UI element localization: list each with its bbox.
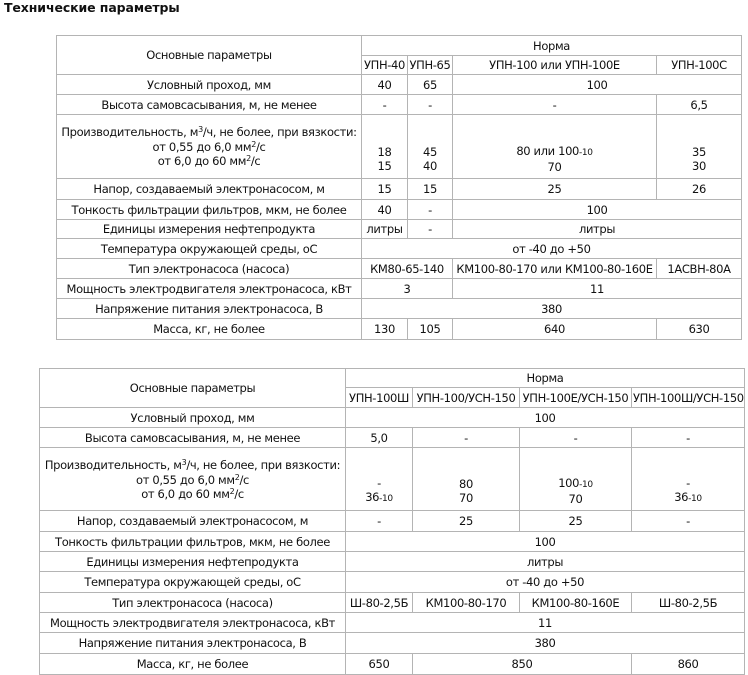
table-cell: 26 [657,179,742,200]
table-cell: от -40 до +50 [362,239,742,259]
row-label: Мощность электродвигателя электронасоса, кВт [57,279,362,299]
table-cell: 860 [632,654,745,675]
table-row [57,319,742,340]
row-label: Масса, кг, не более [57,319,362,340]
table-cell: 100 [346,532,745,552]
row-label: Напор, создаваемый электронасосом, м [40,511,346,532]
productivity-label-line: Производительность, $м^3/ч$, не более, при вязкости: [44,457,341,472]
column-header: УПН-100Ш [346,388,413,408]
table-row [57,299,742,319]
table-row [57,239,742,259]
table-cell: - [408,95,453,115]
table-cell: - [408,200,453,220]
header-norm-cell: Норма [362,36,742,56]
table-cell: 100 [453,75,742,95]
table-cell: 3 [362,279,453,299]
row-label: Температура окружающей среды, оС [40,572,346,593]
viscosity-line-2: от 6,0 до 60 $мм^2/с$ [157,154,261,168]
table-cell: - 36-10 [346,448,413,511]
table-cell: литры [346,552,745,572]
page-title: Технические параметры [4,0,180,15]
row-label: Напор, создаваемый электронасосом, м [57,179,362,200]
table-cell: 105 [408,319,453,340]
table-cell: - [408,220,453,239]
productivity-label-line: Производительность, $м^3/ч$, не более, при вязкости: [61,125,357,139]
table-cell: литры [453,220,742,239]
table-row [40,428,745,448]
row-label: Тип электронасоса (насоса) [57,259,362,279]
table-row [40,552,745,572]
table-cell: 100 [453,200,742,220]
column-header: УПН-40 [362,56,408,75]
viscosity-line-1: от 0,55 до 6,0 $мм^2/с$ [152,140,266,154]
table-row [40,613,745,633]
table-row [57,36,742,56]
column-header: УПН-100 или УПН-100Е [453,56,657,75]
table-row [40,572,745,593]
column-header: УПН-100/УСН-150 [413,388,520,408]
table-cell: Ш-80-2,5Б [632,593,745,613]
row-label: Тонкость фильтрации фильтров, мкм, не более [40,532,346,552]
row-label: Единицы измерения нефтепродукта [57,220,362,239]
viscosity-line-1: от 0,55 до 6,0 $мм^2/с$ [136,472,249,487]
table-row [40,408,745,428]
row-label: Высота самовсасывания, м, не менее [40,428,346,448]
table-cell: 630 [657,319,742,340]
row-label: Единицы измерения нефтепродукта [40,552,346,572]
table-cell: 850 [413,654,632,675]
spec-table-2 [39,368,745,675]
row-label: Высота самовсасывания, м, не менее [57,95,362,115]
table-cell: 640 [453,319,657,340]
table-cell: - [632,511,745,532]
spec-table-1 [56,35,742,340]
row-label: Условный проход, мм [57,75,362,95]
table-cell: 65 [408,75,453,95]
row-label: Условный проход, мм [40,408,346,428]
table-cell: 25 [453,179,657,200]
column-header: УПН-100Ш/УСН-150 [632,388,745,408]
table-row [40,511,745,532]
table-cell: 11 [453,279,742,299]
row-label: Тонкость фильтрации фильтров, мкм, не более [57,200,362,220]
table-cell: - [520,428,632,448]
table-cell: 650 [346,654,413,675]
table-cell: КМ100-80-160Е [520,593,632,613]
header-params-cell: Основные параметры [57,36,362,75]
table-row [57,259,742,279]
table-cell: 40 [362,75,408,95]
table-row [57,115,742,179]
column-header: УПН-100С [657,56,742,75]
table-row [57,179,742,200]
table-cell: КМ100-80-170 или КМ100-80-160Е [453,259,657,279]
table-cell: 1АСВН-80А [657,259,742,279]
table-row [57,75,742,95]
table-row [40,369,745,388]
table-cell: - [413,428,520,448]
table-cell: 15 [362,179,408,200]
table-row [40,532,745,552]
table-cell: 35 30 [657,115,742,179]
table-row [40,633,745,654]
table-cell: КМ100-80-170 [413,593,520,613]
table-row [57,200,742,220]
column-header: УПН-65 [408,56,453,75]
table-row [40,448,745,511]
table-cell: 18 15 [362,115,408,179]
table-cell: - [453,95,657,115]
row-label-productivity [40,448,346,511]
table-cell: 11 [346,613,745,633]
table-cell: литры [362,220,408,239]
table-cell: - [362,95,408,115]
table-cell: - [346,511,413,532]
table-row [40,593,745,613]
table-cell: 80 или 100-10 70 [453,115,657,179]
viscosity-line-2: от 6,0 до 60 $мм^2/с$ [141,486,244,501]
table-cell: Ш-80-2,5Б [346,593,413,613]
table-cell: 6,5 [657,95,742,115]
table-cell: 25 [413,511,520,532]
table-cell: 5,0 [346,428,413,448]
table-row [40,654,745,675]
row-label: Напряжение питания электронасоса, В [57,299,362,319]
table-cell: 380 [362,299,742,319]
row-label: Мощность электродвигателя электронасоса, кВт [40,613,346,633]
table-cell: КМ80-65-140 [362,259,453,279]
table-cell: 25 [520,511,632,532]
row-label: Тип электронасоса (насоса) [40,593,346,613]
table-cell: 40 [362,200,408,220]
table-cell: 130 [362,319,408,340]
table-cell: от -40 до +50 [346,572,745,593]
table-row [57,95,742,115]
table-cell: 15 [408,179,453,200]
row-label-productivity [57,115,362,179]
table-cell: - 36-10 [632,448,745,511]
table-cell: 80 70 [413,448,520,511]
row-label: Температура окружающей среды, оС [57,239,362,259]
column-header: УПН-100Е/УСН-150 [520,388,632,408]
table-cell: 380 [346,633,745,654]
table-cell: 100-10 70 [520,448,632,511]
header-norm-cell: Норма [346,369,745,388]
row-label: Напряжение питания электронасоса, В [40,633,346,654]
table-row [57,279,742,299]
row-label: Масса, кг, не более [40,654,346,675]
table-cell: 45 40 [408,115,453,179]
header-params-cell: Основные параметры [40,369,346,408]
table-row [57,220,742,239]
table-cell: - [632,428,745,448]
table-cell: 100 [346,408,745,428]
